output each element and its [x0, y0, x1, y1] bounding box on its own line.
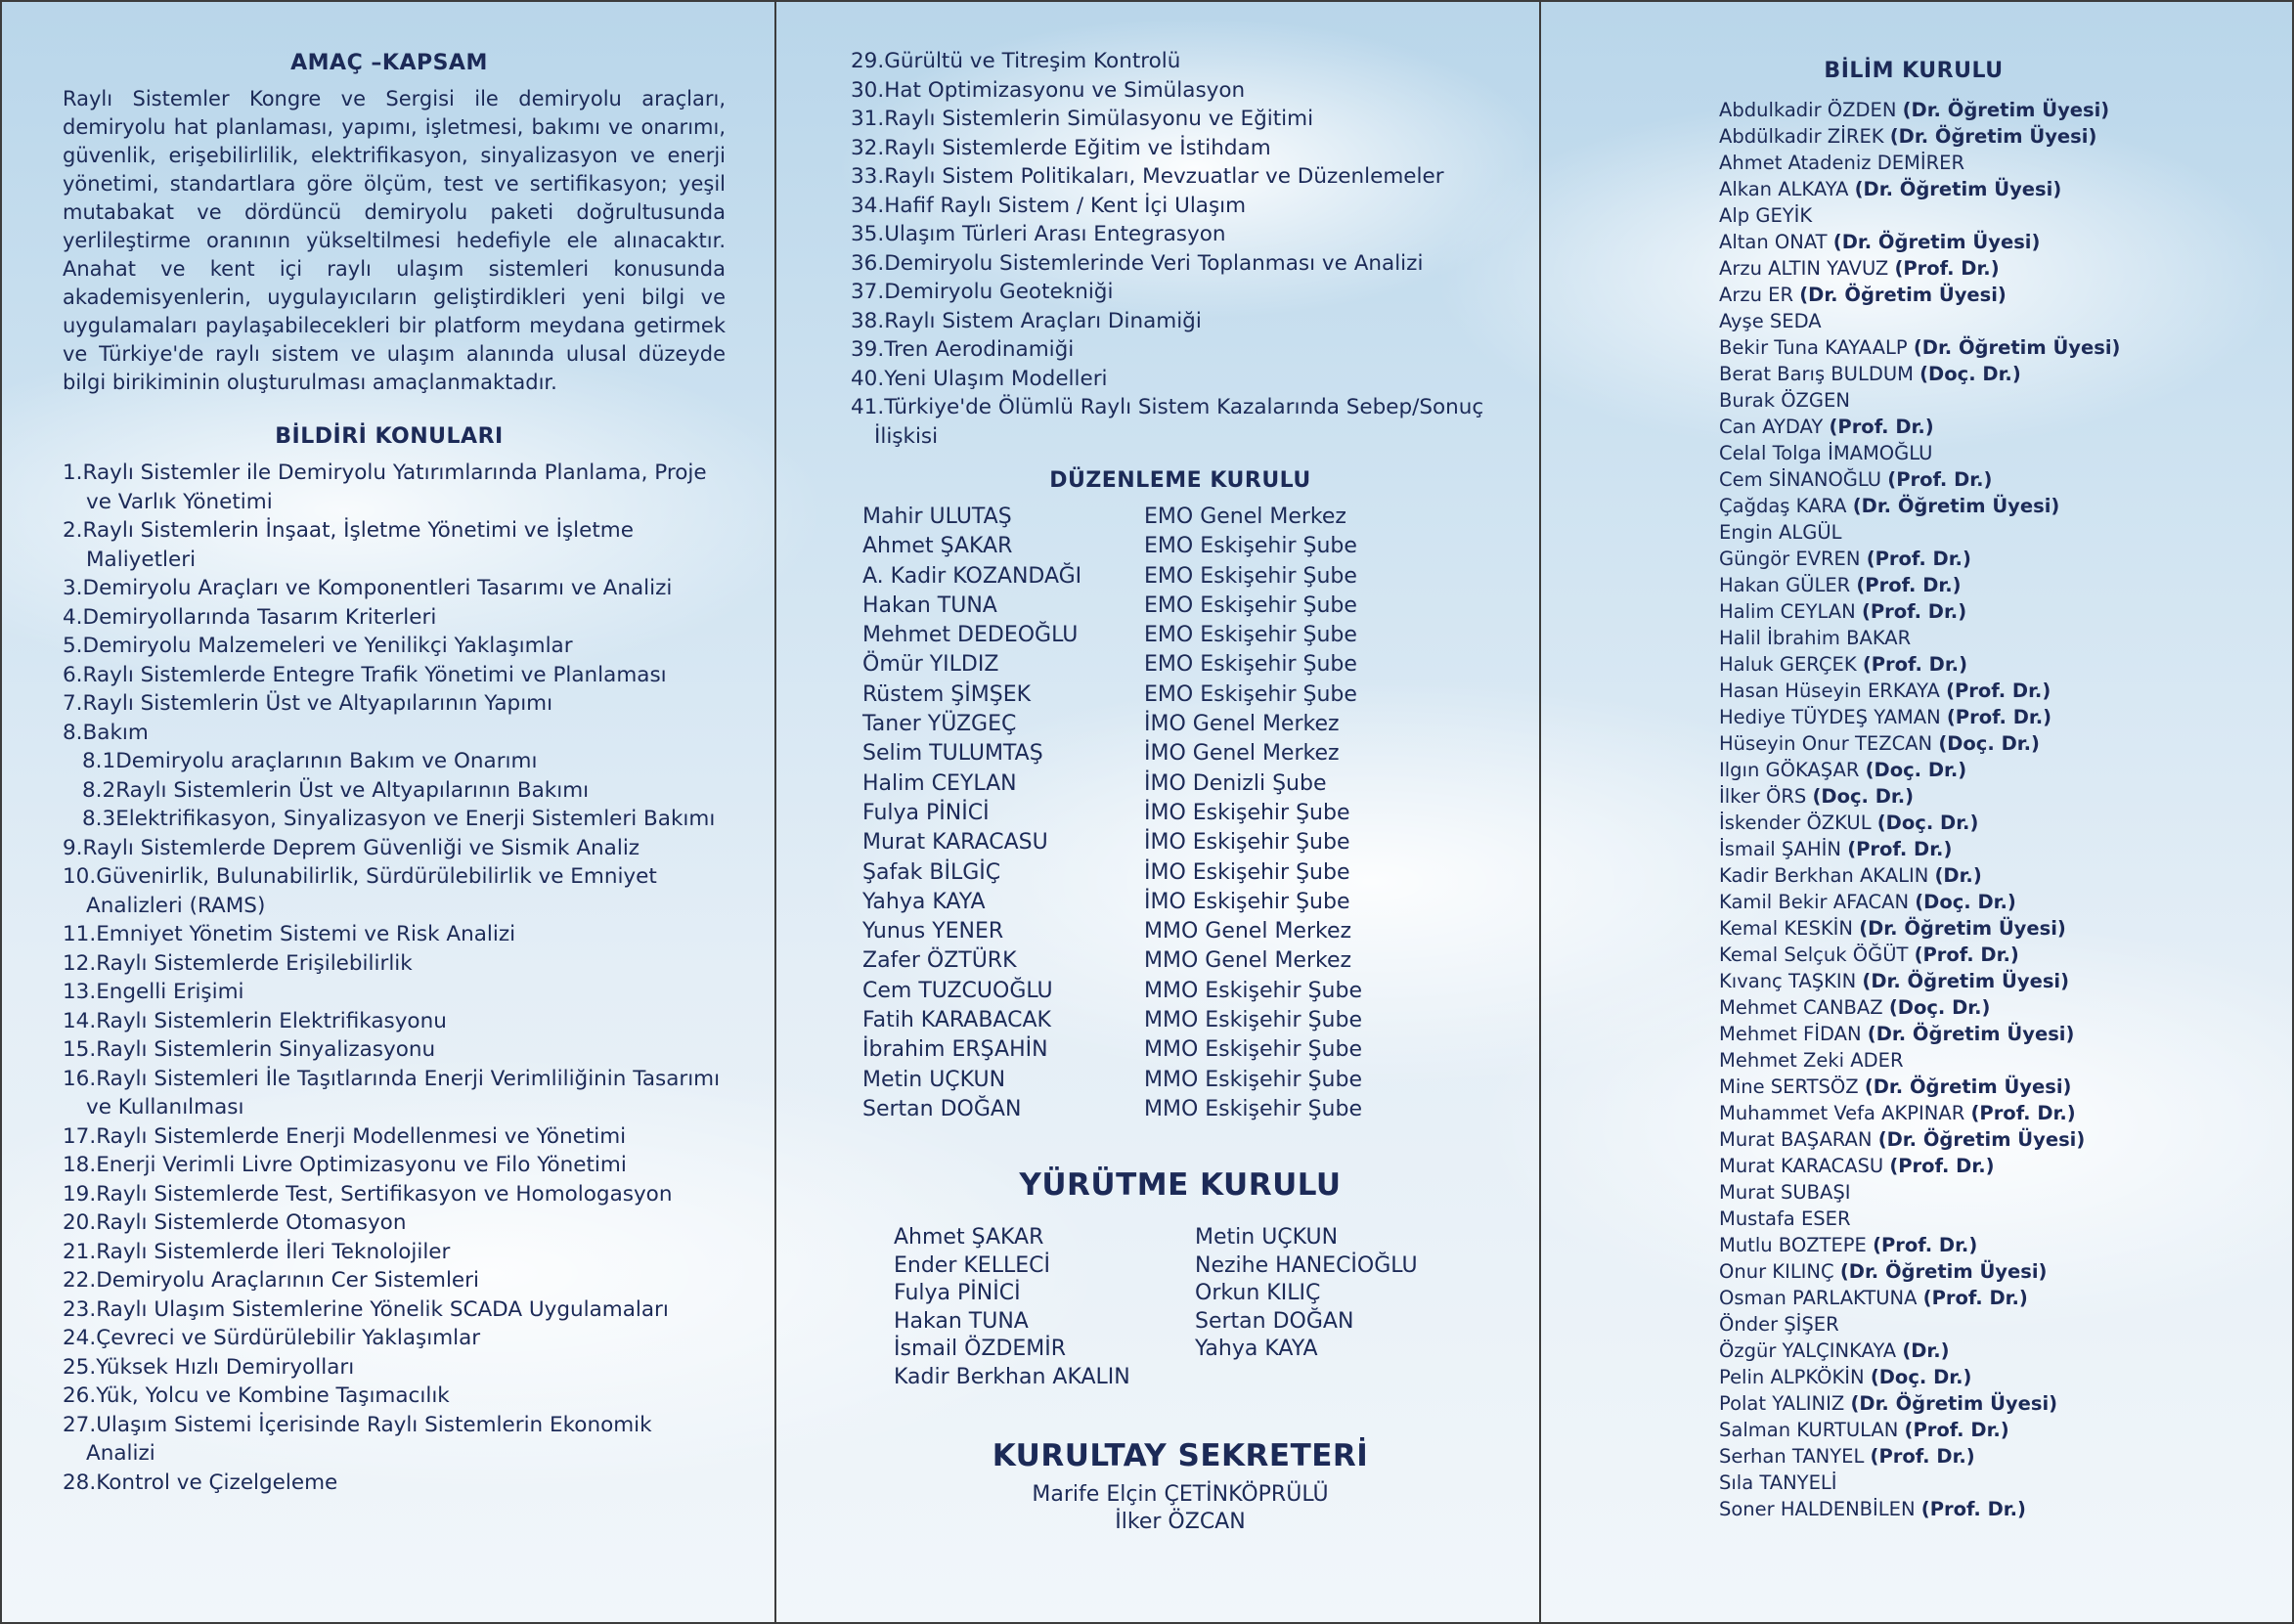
bilim-member-title: (Doç. Dr.) — [1919, 363, 2021, 385]
topic-item: 13.Engelli Erişimi — [63, 980, 244, 1004]
bilim-member — [1719, 994, 2255, 1021]
bilim-member-name: Kamil Bekir AFACAN — [1719, 891, 1910, 913]
bilim-member-name: Güngör EVREN — [1719, 548, 1861, 570]
topic-item: 21.Raylı Sistemlerde İleri Teknolojiler — [63, 1239, 451, 1264]
yurutme-member: İsmail ÖZDEMİR — [894, 1337, 1067, 1362]
sekreter-names — [851, 1481, 1510, 1536]
yurutme-member: Kadir Berkhan AKALIN — [894, 1364, 1130, 1389]
topic-item: 28.Kontrol ve Çizelgeleme — [63, 1470, 338, 1495]
bilim-member — [1719, 1417, 2255, 1443]
bilim-member-title: (Dr. Öğretim Üyesi) — [1859, 917, 2066, 940]
bilim-member — [1719, 862, 2255, 889]
bilim-member-title: (Dr. Öğretim Üyesi) — [1889, 125, 2097, 148]
yurutme-heading: YÜRÜTME KURULU — [1019, 1167, 1342, 1204]
bilim-member-title: (Doç. Dr.) — [1915, 891, 2016, 913]
member-name: Yahya KAYA — [862, 889, 986, 914]
bilim-member-name: Osman PARLAKTUNA — [1719, 1287, 1918, 1309]
yurutme-member: Sertan DOĞAN — [1195, 1308, 1354, 1334]
bilim-member-name: Haluk GERÇEK — [1719, 653, 1857, 676]
bilim-member — [1719, 176, 2255, 202]
bilim-member-name: Celal Tolga İMAMOĞLU — [1719, 442, 1933, 464]
bilim-member — [1719, 836, 2255, 862]
bilim-member — [1719, 97, 2255, 123]
bilim-member — [1719, 414, 2255, 440]
bilim-member-name: İsmail ŞAHİN — [1719, 838, 1841, 860]
bilim-member-name: Alkan ALKAYA — [1719, 178, 1849, 200]
bilim-member-title: (Dr. Öğretim Üyesi) — [1913, 336, 2121, 359]
bilim-member — [1719, 229, 2255, 255]
topic-item: 40.Yeni Ulaşım Modelleri — [851, 366, 1108, 391]
bilim-member-name: Mustafa ESER — [1719, 1207, 1851, 1230]
bilim-member-name: Kemal Selçuk ÖĞÜT — [1719, 944, 1909, 966]
bilim-member — [1719, 255, 2255, 282]
bilim-member-name: Can AYDAY — [1719, 416, 1824, 438]
bilim-member-title: (Prof. Dr.) — [1946, 680, 2051, 702]
topic-item: 24.Çevreci ve Sürdürülebilir Yaklaşımlar — [63, 1326, 481, 1350]
member-name: Halim CEYLAN — [862, 770, 1017, 796]
bilim-member — [1719, 1285, 2255, 1311]
bilim-member-name: Mine SERTSÖZ — [1719, 1075, 1859, 1098]
bilim-member — [1719, 1153, 2255, 1179]
bilim-member-name: Önder ŞİŞER — [1719, 1313, 1839, 1336]
bildiri-heading: BİLDİRİ KONULARI — [275, 424, 504, 449]
bilim-member-name: Abdulkadir ÖZDEN — [1719, 99, 1897, 121]
bilim-member-name: Arzu ALTIN YAVUZ — [1719, 257, 1889, 280]
bilim-member-title: (Doç. Dr.) — [1876, 812, 1979, 834]
member-org: MMO Genel Merkez — [1144, 919, 1352, 944]
topic-item: 32.Raylı Sistemlerde Eğitim ve İstihdam — [851, 135, 1271, 160]
bilim-member-name: Abdülkadir ZİREK — [1719, 125, 1884, 148]
topic-item: 14.Raylı Sistemlerin Elektrifikasyonu — [63, 1008, 447, 1033]
bilim-member — [1719, 1496, 2255, 1522]
bilim-member — [1719, 704, 2255, 730]
bilim-member-name: Mutlu BOZTEPE — [1719, 1234, 1867, 1256]
topic-item: 20.Raylı Sistemlerde Otomasyon — [63, 1210, 407, 1235]
member-name: Metin UÇKUN — [862, 1067, 1006, 1092]
bilim-member-name: Hakan GÜLER — [1719, 574, 1851, 596]
bilim-member-title: (Dr. Öğretim Üyesi) — [1902, 99, 2110, 121]
topic-item: 11.Emniyet Yönetim Sistemi ve Risk Analizi — [63, 922, 516, 946]
member-org: İMO Eskişehir Şube — [1144, 889, 1350, 914]
bilim-member — [1719, 334, 2255, 361]
bilim-member — [1719, 546, 2255, 572]
bilim-member-name: Mehmet CANBAZ — [1719, 996, 1883, 1019]
bilim-member — [1719, 942, 2255, 968]
bilim-member-title: (Doç. Dr.) — [1865, 759, 1967, 781]
member-org: İMO Denizli Şube — [1144, 770, 1327, 796]
topic-item: 15.Raylı Sistemlerin Sinyalizasyonu — [63, 1037, 436, 1062]
topic-item: 37.Demiryolu Geotekniği — [851, 280, 1114, 304]
bilim-member — [1719, 1390, 2255, 1417]
topic-item: 31.Raylı Sistemlerin Simülasyonu ve Eğitimi — [851, 107, 1314, 131]
bilim-member-title: (Prof. Dr.) — [1946, 706, 2052, 728]
amac-paragraph: Raylı Sistemler Kongre ve Sergisi ile demiryolu araçları, demiryolu hat planlaması, yapımı, işletmesi, bakımı ve onarımı, güvenlik, erişebilirlilik, elektrifikasyon, sinyalizasyon ve enerji yönetimi, standartlara göre ölçüm, test ve sertifikasyon; yeşil mutabakat ve dördüncü demiryolu paketi doğrultusunda yerlileştirme oranının yükseltilmesi hedefiyle ele alınacaktır. Anahat ve kent içi raylı ulaşım sistemleri konusunda akademisyenlerin, uygulayıcıların geliştirdikleri yeni bilgi ve uygulamaları paylaşabilecekleri bir platform meydana getirmek ve Türkiye'de raylı sistem ve ulaşım alanında ulusal düzeyde bilgi birikiminin oluşturulması amaçlanmaktadır. — [63, 87, 726, 394]
bilim-member — [1719, 308, 2255, 334]
bilim-member-title: (Prof. Dr.) — [1870, 1445, 1975, 1468]
bilim-member-name: Halil İbrahim BAKAR — [1719, 627, 1912, 649]
bilim-member-name: Ayşe SEDA — [1719, 310, 1822, 332]
bilim-member-name: Alp GEYİK — [1719, 204, 1813, 227]
member-org: EMO Genel Merkez — [1144, 505, 1346, 529]
bilim-member-name: Soner HALDENBİLEN — [1719, 1498, 1916, 1520]
bilim-member-name: Arzu ER — [1719, 284, 1794, 306]
member-org: İMO Eskişehir Şube — [1144, 830, 1350, 856]
topic-item: 34.Hafif Raylı Sistem / Kent İçi Ulaşım — [851, 193, 1247, 218]
bilim-member-title: (Prof. Dr.) — [1922, 1287, 2028, 1309]
bilim-member-name: Mehmet FİDAN — [1719, 1023, 1862, 1045]
member-org: EMO Eskişehir Şube — [1144, 681, 1357, 707]
middle-panel — [774, 2, 1539, 1622]
member-name: Fulya PİNİCİ — [862, 800, 990, 825]
topic-item: 1.Raylı Sistemler ile Demiryolu Yatırımlarında Planlama, Proje ve Varlık Yönetimi — [63, 461, 707, 514]
member-org: MMO Eskişehir Şube — [1144, 1096, 1362, 1121]
bilim-member-title: (Prof. Dr.) — [1970, 1102, 2076, 1124]
bilim-member-title: (Prof. Dr.) — [1866, 548, 1971, 570]
bilim-member — [1719, 202, 2255, 229]
bilim-member — [1719, 968, 2255, 994]
sekreter-name: İlker ÖZCAN — [1115, 1510, 1246, 1535]
bilim-member — [1719, 1470, 2255, 1496]
bilim-member-name: Murat BAŞARAN — [1719, 1128, 1873, 1151]
bilim-member-name: Halim CEYLAN — [1719, 600, 1856, 623]
member-org: EMO Eskişehir Şube — [1144, 652, 1357, 678]
topic-item: 8.1Demiryolu araçlarının Bakım ve Onarımı — [82, 749, 538, 773]
topic-item: 9.Raylı Sistemlerde Deprem Güvenliği ve Sismik Analiz — [63, 835, 640, 860]
amac-heading: AMAÇ –KAPSAM — [290, 51, 488, 75]
bilim-member-name: Murat SUBAŞI — [1719, 1181, 1851, 1204]
topic-item: 17.Raylı Sistemlerde Enerji Modellenmesi ve Yönetimi — [63, 1123, 627, 1149]
member-org: MMO Eskişehir Şube — [1144, 1067, 1362, 1092]
member-name: Ahmet ŞAKAR — [862, 534, 1013, 559]
yurutme-left — [894, 1224, 1195, 1391]
bilim-member-title: (Prof. Dr.) — [1861, 600, 1967, 623]
bilim-member — [1719, 466, 2255, 493]
topic-item: 39.Tren Aerodinamiği — [851, 337, 1075, 362]
bilim-member — [1719, 678, 2255, 704]
bilim-member-name: Özgür YALÇINKAYA — [1719, 1339, 1897, 1362]
sekreter-heading: KURULTAY SEKRETERİ — [992, 1438, 1369, 1474]
topic-item: 33.Raylı Sistem Politikaları, Mevzuatlar ve Düzenlemeler — [851, 164, 1444, 189]
yurutme-member: Nezihe HANECİOĞLU — [1195, 1252, 1418, 1278]
topic-item: 8.2Raylı Sistemlerin Üst ve Altyapılarının Bakımı — [82, 777, 590, 803]
topic-item: 22.Demiryolu Araçlarının Cer Sistemleri — [63, 1268, 479, 1293]
bilim-member-name: Hüseyin Onur TEZCAN — [1719, 732, 1933, 755]
bilim-member-name: Engin ALGÜL — [1719, 521, 1842, 544]
topic-item: 18.Enerji Verimli Livre Optimizasyonu ve Filo Yönetimi — [63, 1153, 627, 1177]
bilim-member-title: (Prof. Dr.) — [1887, 468, 1993, 491]
bilim-member-title: (Prof. Dr.) — [1829, 416, 1934, 438]
bilim-member-title: (Dr. Öğretim Üyesi) — [1839, 1260, 2048, 1283]
bilim-member-name: Salman KURTULAN — [1719, 1419, 1899, 1441]
bilim-member-name: Hasan Hüseyin ERKAYA — [1719, 680, 1940, 702]
member-org: MMO Genel Merkez — [1144, 948, 1352, 974]
member-name: Cem TUZCUOĞLU — [862, 978, 1053, 1003]
bilim-member — [1719, 493, 2255, 519]
bilim-member — [1719, 1074, 2255, 1100]
bilim-member-title: (Dr. Öğretim Üyesi) — [1877, 1128, 2086, 1151]
member-org: MMO Eskişehir Şube — [1144, 1037, 1362, 1063]
bilim-member — [1719, 282, 2255, 308]
member-name: A. Kadir KOZANDAĞI — [862, 563, 1082, 589]
bilim-member-title: (Dr.) — [1902, 1339, 1950, 1362]
member-name: Selim TULUMTAŞ — [862, 741, 1043, 767]
member-name: Şafak BİLGİÇ — [862, 859, 1001, 885]
bilim-member-name: Altan ONAT — [1719, 231, 1828, 253]
bilim-member-title: (Dr. Öğretim Üyesi) — [1832, 231, 2041, 253]
yurutme-member: Yahya KAYA — [1195, 1337, 1318, 1362]
topic-item: 7.Raylı Sistemlerin Üst ve Altyapılarının Yapımı — [63, 691, 553, 716]
member-name: Mahir ULUTAŞ — [862, 505, 1012, 529]
topic-item: 10.Güvenirlik, Bulunabilirlik, Sürdürülebilirlik ve Emniyet Analizleri (RAMS) — [63, 864, 657, 918]
topic-item: 6.Raylı Sistemlerde Entegre Trafik Yönetimi ve Planlaması — [63, 662, 667, 687]
bilim-member-title: (Dr. Öğretim Üyesi) — [1850, 1392, 2058, 1415]
bilim-member-name: Muhammet Vefa AKPINAR — [1719, 1102, 1965, 1124]
bilim-member — [1719, 889, 2255, 915]
bilim-member-title: (Doç. Dr.) — [1888, 996, 1991, 1019]
topic-item: 12.Raylı Sistemlerde Erişilebilirlik — [63, 950, 413, 976]
member-org: İMO Genel Merkez — [1144, 741, 1340, 767]
member-org: MMO Eskişehir Şube — [1144, 1008, 1362, 1033]
bilim-member-title: (Prof. Dr.) — [1920, 1498, 2026, 1520]
bilim-member-title: (Prof. Dr.) — [1862, 653, 1968, 676]
bilim-member-title: (Dr. Öğretim Üyesi) — [1864, 1075, 2072, 1098]
yurutme-member: Ender KELLECİ — [894, 1252, 1050, 1278]
topics-list-2 — [851, 47, 1510, 451]
bilim-member-name: Serhan TANYEL — [1719, 1445, 1865, 1468]
topic-item: 5.Demiryolu Malzemeleri ve Yenilikçi Yaklaşımlar — [63, 634, 573, 658]
bilim-member-title: (Dr. Öğretim Üyesi) — [1854, 178, 2062, 200]
bilim-member — [1719, 1047, 2255, 1074]
bilim-member — [1719, 1364, 2255, 1390]
topic-item: 8.Bakım — [63, 720, 149, 745]
bilim-member-name: Ahmet Atadeniz DEMİRER — [1719, 152, 1965, 174]
topic-item: 41.Türkiye'de Ölümlü Raylı Sistem Kazalarında Sebep/Sonuç İlişkisi — [851, 395, 1484, 449]
topic-item: 16.Raylı Sistemleri İle Taşıtlarında Enerji Verimliliğinin Tasarımı ve Kullanılması — [63, 1066, 721, 1119]
bilim-member-title: (Prof. Dr.) — [1914, 944, 2019, 966]
member-org: EMO Eskişehir Şube — [1144, 593, 1357, 618]
bilim-member-title: (Prof. Dr.) — [1856, 574, 1962, 596]
member-org: MMO Eskişehir Şube — [1144, 978, 1362, 1003]
yurutme-member: Fulya PİNİCİ — [894, 1281, 1021, 1306]
topic-item: 36.Demiryolu Sistemlerinde Veri Toplanması ve Analizi — [851, 250, 1424, 276]
bilim-member-name: Mehmet Zeki ADER — [1719, 1049, 1904, 1072]
member-org: İMO Eskişehir Şube — [1144, 859, 1350, 885]
member-name: Taner YÜZGEÇ — [862, 712, 1017, 737]
topic-item: 3.Demiryolu Araçları ve Komponentleri Tasarımı ve Analizi — [63, 576, 673, 600]
bilim-member-title: (Doç. Dr.) — [1938, 732, 2040, 755]
member-name: Ömür YILDIZ — [862, 652, 999, 678]
duzenleme-heading: DÜZENLEME KURULU — [1049, 468, 1311, 493]
topic-item: 30.Hat Optimizasyonu ve Simülasyon — [851, 77, 1246, 103]
bilim-member — [1719, 123, 2255, 150]
bilim-member — [1719, 810, 2255, 836]
bilim-member-name: İlker ÖRS — [1719, 785, 1807, 808]
bilim-member-title: (Prof. Dr.) — [1904, 1419, 2009, 1441]
bilim-member — [1719, 361, 2255, 387]
member-name: Yunus YENER — [862, 919, 1004, 944]
bilim-member — [1719, 572, 2255, 598]
bilim-member-name: Cem SİNANOĞLU — [1719, 468, 1882, 491]
bilim-member — [1719, 150, 2255, 176]
member-name: Fatih KARABACAK — [862, 1008, 1051, 1033]
bilim-member-name: Berat Barış BULDUM — [1719, 363, 1914, 385]
topic-item: 27.Ulaşım Sistemi İçerisinde Raylı Sistemlerin Ekonomik Analizi — [63, 1412, 652, 1466]
bilim-member-title: (Prof. Dr.) — [1847, 838, 1953, 860]
bilim-member-name: Hediye TÜYDEŞ YAMAN — [1719, 706, 1941, 728]
topic-item: 8.3Elektrifikasyon, Sinyalizasyon ve Enerji Sistemleri Bakımı — [82, 807, 716, 831]
bilim-member-name: Onur KILINÇ — [1719, 1260, 1834, 1283]
bilim-member — [1719, 387, 2255, 414]
member-name: Hakan TUNA — [862, 593, 997, 618]
bilim-member-name: Kıvanç TAŞKIN — [1719, 970, 1857, 992]
bilim-member — [1719, 730, 2255, 757]
topic-item: 19.Raylı Sistemlerde Test, Sertifikasyon ve Homologasyon — [63, 1181, 673, 1207]
bilim-heading: BİLİM KURULU — [1824, 59, 2004, 83]
bilim-member-title: (Dr. Öğretim Üyesi) — [1867, 1023, 2075, 1045]
bilim-member — [1719, 1232, 2255, 1258]
topic-item: 38.Raylı Sistem Araçları Dinamiği — [851, 308, 1202, 333]
member-org: EMO Eskişehir Şube — [1144, 534, 1357, 559]
topics-list-1 — [63, 459, 726, 1497]
bilim-member-title: (Prof. Dr.) — [1894, 257, 2000, 280]
bilim-member — [1719, 440, 2255, 466]
bilim-member — [1719, 1021, 2255, 1047]
bilim-member-name: İskender ÖZKUL — [1719, 812, 1872, 834]
member-name: İbrahim ERŞAHİN — [862, 1037, 1048, 1063]
topic-item: 23.Raylı Ulaşım Sistemlerine Yönelik SCADA Uygulamaları — [63, 1296, 669, 1322]
topic-item: 25.Yüksek Hızlı Demiryolları — [63, 1354, 355, 1380]
sekreter-name: Marife Elçin ÇETİNKÖPRÜLÜ — [1032, 1482, 1329, 1508]
member-org: İMO Genel Merkez — [1144, 712, 1340, 737]
bilim-member — [1719, 1100, 2255, 1126]
bilim-member-name: Burak ÖZGEN — [1719, 389, 1850, 412]
bilim-list — [1719, 97, 2255, 1522]
bilim-member — [1719, 1206, 2255, 1232]
topic-item: 4.Demiryollarında Tasarım Kriterleri — [63, 604, 437, 630]
bilim-member — [1719, 1258, 2255, 1285]
yurutme-member: Metin UÇKUN — [1195, 1225, 1339, 1251]
topic-item: 2.Raylı Sistemlerin İnşaat, İşletme Yönetimi ve İşletme Maliyetleri — [63, 518, 634, 572]
bilim-member — [1719, 625, 2255, 651]
member-org: EMO Eskişehir Şube — [1144, 623, 1357, 648]
bilim-member — [1719, 598, 2255, 625]
yurutme-member: Orkun KILIÇ — [1195, 1281, 1321, 1306]
yurutme-member: Hakan TUNA — [894, 1308, 1029, 1334]
bilim-member-name: Sıla TANYELİ — [1719, 1471, 1837, 1494]
member-name: Sertan DOĞAN — [862, 1096, 1022, 1121]
bilim-member — [1719, 915, 2255, 942]
bilim-member — [1719, 1126, 2255, 1153]
bilim-member-title: (Prof. Dr.) — [1889, 1155, 1995, 1177]
bilim-member-title: (Dr.) — [1934, 864, 1982, 887]
yurutme-member: Ahmet ŞAKAR — [894, 1225, 1044, 1251]
topic-item: 29.Gürültü ve Titreşim Kontrolü — [851, 49, 1181, 73]
bilim-member-name: Kemal KESKİN — [1719, 917, 1853, 940]
bilim-member-title: (Dr. Öğretim Üyesi) — [1799, 284, 2007, 306]
bilim-member — [1719, 651, 2255, 678]
bilim-member-name: Ilgın GÖKAŞAR — [1719, 759, 1860, 781]
bilim-member — [1719, 1179, 2255, 1206]
bilim-member — [1719, 1311, 2255, 1338]
member-name: Mehmet DEDEOĞLU — [862, 623, 1079, 648]
bilim-member-title: (Doç. Dr.) — [1812, 785, 1915, 808]
member-name: Zafer ÖZTÜRK — [862, 948, 1017, 974]
bilim-member-name: Çağdaş KARA — [1719, 495, 1847, 517]
bilim-member — [1719, 757, 2255, 783]
bilim-member-title: (Doç. Dr.) — [1870, 1366, 1972, 1388]
bilim-member — [1719, 1443, 2255, 1470]
bilim-member-title: (Dr. Öğretim Üyesi) — [1852, 495, 2060, 517]
bilim-member — [1719, 1338, 2255, 1364]
bilim-member-name: Polat YALINIZ — [1719, 1392, 1845, 1415]
topic-item: 35.Ulaşım Türleri Arası Entegrasyon — [851, 222, 1226, 246]
duzenleme-table — [862, 503, 1510, 1124]
yurutme-right — [1195, 1224, 1510, 1391]
member-org: İMO Eskişehir Şube — [1144, 800, 1350, 825]
bilim-member-title: (Prof. Dr.) — [1873, 1234, 1978, 1256]
bilim-member-title: (Dr. Öğretim Üyesi) — [1862, 970, 2070, 992]
member-name: Murat KARACASU — [862, 830, 1048, 856]
yurutme-grid — [894, 1224, 1510, 1391]
topic-item: 26.Yük, Yolcu ve Kombine Taşımacılık — [63, 1383, 450, 1408]
member-name: Rüstem ŞİMŞEK — [862, 681, 1032, 707]
bilim-member — [1719, 519, 2255, 546]
bilim-member — [1719, 783, 2255, 810]
member-org: EMO Eskişehir Şube — [1144, 563, 1357, 589]
bilim-member-name: Bekir Tuna KAYAALP — [1719, 336, 1908, 359]
left-panel — [2, 2, 774, 1622]
bilim-member-name: Murat KARACASU — [1719, 1155, 1884, 1177]
bilim-member-name: Pelin ALPKÖKİN — [1719, 1366, 1865, 1388]
bilim-member-name: Kadir Berkhan AKALIN — [1719, 864, 1929, 887]
right-panel — [1539, 2, 2294, 1622]
